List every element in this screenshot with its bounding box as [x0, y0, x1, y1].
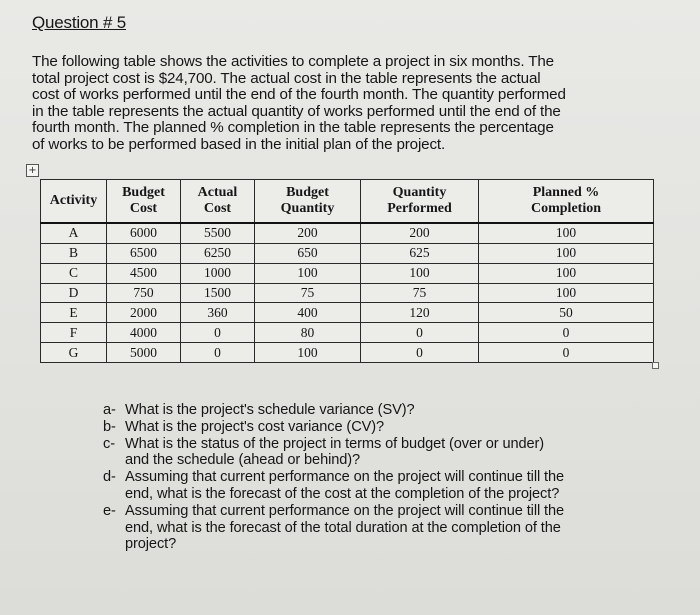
table-cell: E [41, 303, 107, 323]
header-budget-cost: Budget Cost [107, 180, 181, 223]
table-cell: G [41, 343, 107, 363]
question-text: project? [125, 536, 177, 553]
table-header-row [41, 180, 654, 223]
table-cell: 100 [255, 263, 361, 283]
table-cell: 2000 [107, 303, 181, 323]
table-cell: 4500 [107, 263, 181, 283]
table-cell: 6500 [107, 243, 181, 263]
header-planned-completion: Planned % Completion [479, 180, 654, 223]
question-text: Assuming that current performance on the project will continue till the [125, 469, 565, 486]
table-cell: 50 [479, 303, 654, 323]
table-cell: 1000 [181, 263, 255, 283]
question-item-e [103, 503, 663, 553]
intro-line: of works to be performed based in the initial plan of the project. [32, 135, 446, 153]
table-cell: 0 [181, 323, 255, 343]
header-actual-cost: Actual Cost [181, 180, 255, 223]
table-cell: 5000 [107, 343, 181, 363]
table-cell: 75 [255, 283, 361, 303]
intro-line: fourth month. The planned % completion in the table represents the percentage [32, 119, 554, 137]
table-cell: 5500 [181, 223, 255, 243]
table-cell: 100 [479, 263, 654, 283]
table-cell: 0 [479, 323, 654, 343]
table-cell: 4000 [107, 323, 181, 343]
table-row [41, 243, 654, 263]
question-marker: d- [103, 469, 116, 486]
table-cell: 1500 [181, 283, 255, 303]
intro-line: total project cost is $24,700. The actual cost in the table represents the actual [32, 69, 541, 87]
question-text: Assuming that current performance on the project will continue till the [125, 502, 565, 519]
table-cell: 200 [361, 223, 479, 243]
table-move-icon[interactable]: + [26, 164, 39, 177]
table-cell: 0 [361, 343, 479, 363]
table-cell: D [41, 283, 107, 303]
table-cell: 0 [181, 343, 255, 363]
table-cell: 100 [255, 343, 361, 363]
table-cell: 360 [181, 303, 255, 323]
question-item-c [103, 436, 663, 470]
question-item-b [103, 419, 663, 436]
intro-line: The following table shows the activities to complete a project in six months. The [32, 53, 554, 70]
table-cell: 0 [361, 323, 479, 343]
table-cell: 80 [255, 323, 361, 343]
table-cell: F [41, 323, 107, 343]
header-activity: Activity [41, 180, 107, 223]
question-text: end, what is the forecast of the cost at the completion of the project? [125, 485, 560, 502]
table-cell: 200 [255, 223, 361, 243]
table-cell: 100 [479, 243, 654, 263]
question-text: end, what is the forecast of the total duration at the completion of the [125, 519, 561, 536]
table-cell: 75 [361, 283, 479, 303]
table-cell: 6000 [107, 223, 181, 243]
table-cell: 120 [361, 303, 479, 323]
table-cell: B [41, 243, 107, 263]
intro-line: in the table represents the actual quantity of works performed until the end of the [32, 102, 561, 120]
table-row [41, 323, 654, 343]
question-marker: a- [103, 402, 116, 418]
question-text: What is the status of the project in terms of budget (over or under) [125, 435, 545, 452]
question-item-a [103, 402, 663, 419]
table-cell: 750 [107, 283, 181, 303]
table-cell: 100 [479, 283, 654, 303]
table-cell: 100 [361, 263, 479, 283]
question-heading: Question # 5 [32, 13, 126, 32]
table-resize-handle[interactable] [652, 362, 659, 369]
table-cell: A [41, 223, 107, 243]
table-row [41, 283, 654, 303]
activities-table [40, 179, 654, 363]
question-marker: b- [103, 418, 116, 435]
table-cell: 400 [255, 303, 361, 323]
question-text: What is the project's schedule variance (SV)? [125, 402, 415, 418]
question-marker: c- [103, 435, 115, 452]
intro-paragraph [32, 54, 672, 154]
question-marker: e- [103, 502, 116, 519]
table-cell: 100 [479, 223, 654, 243]
table-row [41, 303, 654, 323]
header-budget-quantity: Budget Quantity [255, 180, 361, 223]
table-cell: 0 [479, 343, 654, 363]
table-row [41, 223, 654, 243]
table-row [41, 263, 654, 283]
table-row [41, 343, 654, 363]
table-cell: 625 [361, 243, 479, 263]
question-text: What is the project's cost variance (CV)? [125, 418, 385, 435]
table-cell: 650 [255, 243, 361, 263]
header-quantity-performed: Quantity Performed [361, 180, 479, 223]
table-cell: 6250 [181, 243, 255, 263]
question-text: and the schedule (ahead or behind)? [125, 452, 361, 469]
question-item-d [103, 469, 663, 503]
question-list [103, 402, 663, 553]
intro-line: cost of works performed until the end of the fourth month. The quantity performed [32, 86, 566, 104]
table-cell: C [41, 263, 107, 283]
